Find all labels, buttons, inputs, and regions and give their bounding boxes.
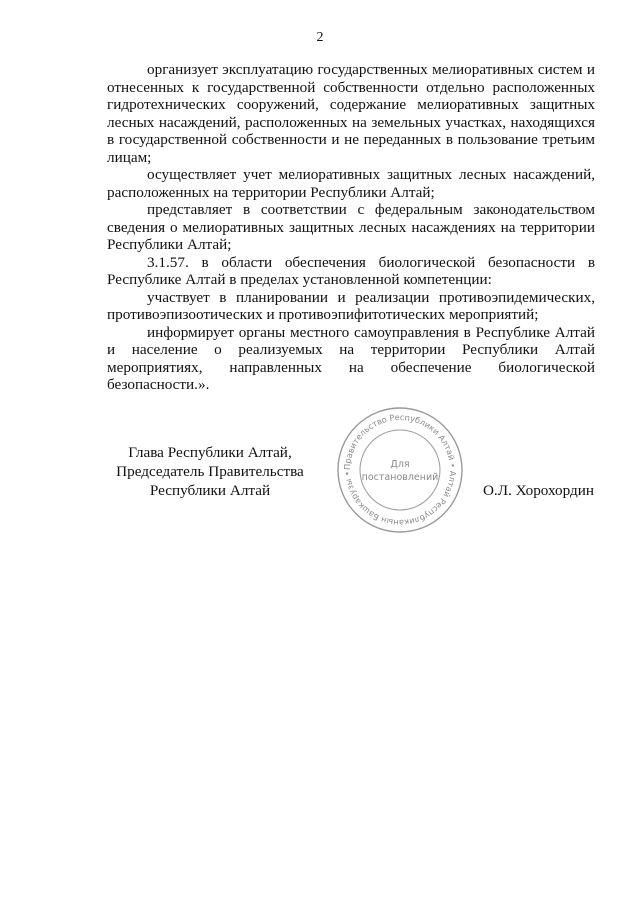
paragraph: информирует органы местного самоуправления в Республике Алтай и население о реализуемых на территории Республики Алтай мероприятиях, направленных на обеспечение биологической безопасности.». bbox=[107, 323, 595, 393]
paragraph: представляет в соответствии с федеральным законодательством сведения о мелиоративных защитных лесных насаждениях на территории Республики Алтай; bbox=[107, 201, 595, 253]
paragraph: участвует в планировании и реализации противоэпидемических, противоэпизоотических и противоэпифитотических мероприятий; bbox=[107, 288, 595, 323]
paragraph: 3.1.57. в области обеспечения биологической безопасности в Республике Алтай в пределах установленной компетенции: bbox=[107, 253, 595, 288]
signatory-title-line: Республики Алтай bbox=[149, 482, 271, 499]
signatory-title-line: Глава Республики Алтай, bbox=[128, 444, 292, 461]
seal-center-line: постановлений bbox=[361, 472, 439, 483]
seal-center-line: Для bbox=[390, 459, 410, 470]
official-seal bbox=[335, 405, 465, 535]
seal-ring-text: Правительство Республики Алтай • Алтай Республиканын Башкарузы • bbox=[341, 411, 459, 529]
document-body bbox=[107, 61, 595, 394]
paragraph: осуществляет учет мелиоративных защитных лесных насаждений, расположенных на территории Республики Алтай; bbox=[107, 166, 595, 201]
signatory-title bbox=[100, 443, 320, 500]
paragraph: организует эксплуатацию государственных мелиоративных систем и отнесенных к государственной собственности отдельно расположенных гидротехнических сооружений, содержание мелиоративных защитных лесных насаждений, расположенных на земельных участках, находящихся в государственной собственности и не переданных в пользование третьим лицам; bbox=[107, 61, 595, 166]
signatory-title-line: Председатель Правительства bbox=[116, 463, 304, 480]
signatory-name: О.Л. Хорохордин bbox=[482, 482, 594, 499]
page-number: 2 bbox=[316, 30, 324, 45]
